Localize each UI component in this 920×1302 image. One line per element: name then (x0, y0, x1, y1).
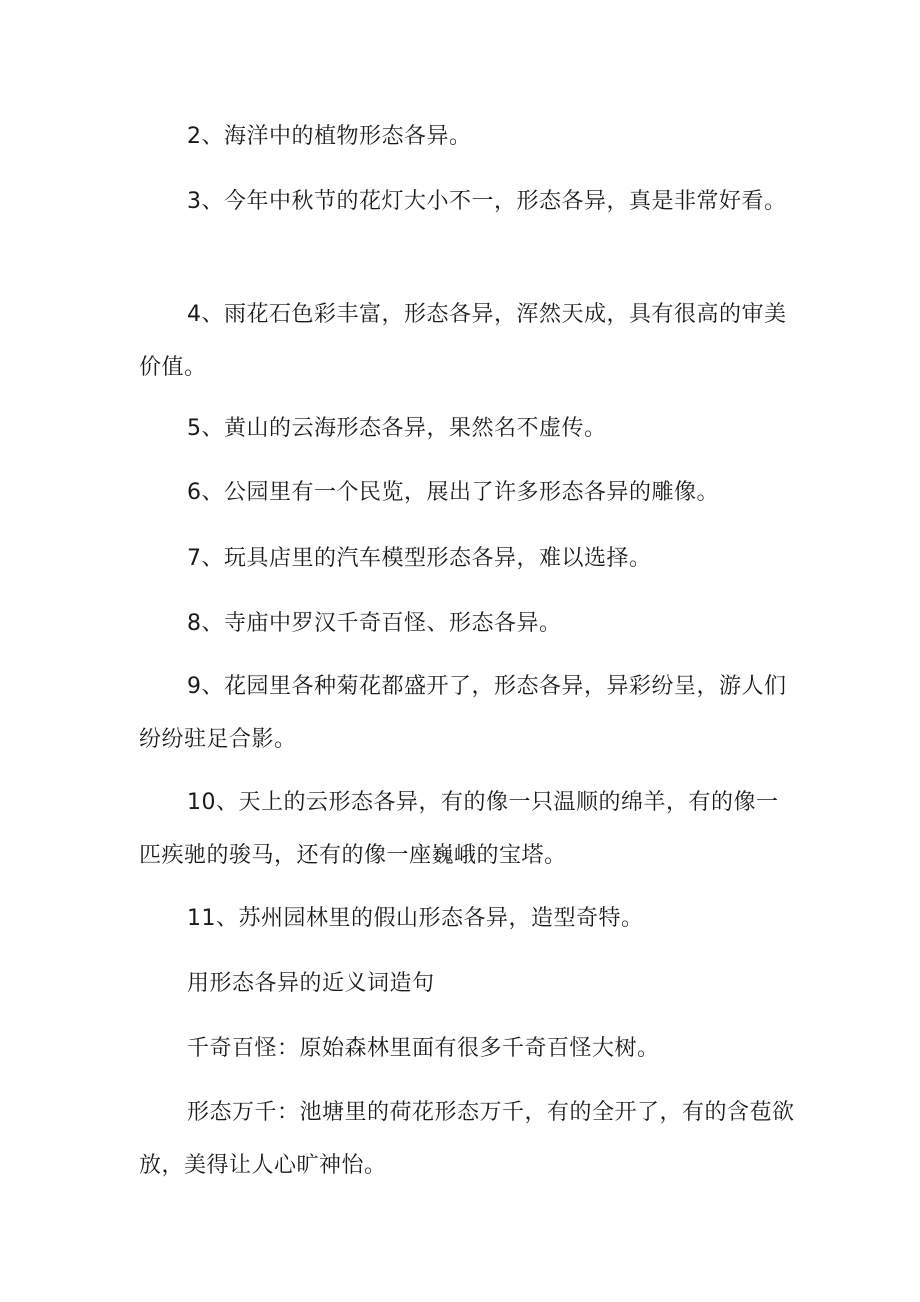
section-heading: 用形态各异的近义词造句 (187, 971, 435, 996)
synonym-sentence-2: 形态万千：池塘里的荷花形态万千，有的全开了，有的含苞欲放，美得让人心旷神怡。 (139, 1100, 795, 1178)
sentence-10: 10、天上的云形态各异，有的像一只温顺的绵羊，有的像一匹疾驰的骏马，还有的像一座巍峨的宝塔。 (139, 790, 779, 868)
sentence-8: 8、寺庙中罗汉千奇百怪、形态各异。 (187, 611, 562, 636)
sentence-6: 6、公园里有一个民览，展出了许多形态各异的雕像。 (187, 480, 719, 505)
synonym-sentence-1: 千奇百怪：原始森林里面有很多千奇百怪大树。 (187, 1036, 660, 1061)
sentence-7: 7、玩具店里的汽车模型形态各异，难以选择。 (187, 546, 652, 571)
sentence-4: 4、雨花石色彩丰富，形态各异，浑然天成，具有很高的审美价值。 (139, 302, 787, 380)
sentence-5: 5、黄山的云海形态各异，果然名不虚传。 (187, 416, 607, 441)
sentence-3: 3、今年中秋节的花灯大小不一，形态各异，真是非常好看。 (187, 189, 787, 214)
sentence-11: 11、苏州园林里的假山形态各异，造型奇特。 (187, 906, 644, 931)
sentence-9: 9、花园里各种菊花都盛开了，形态各异，异彩纷呈，游人们纷纷驻足合影。 (139, 674, 787, 752)
sentence-2: 2、海洋中的植物形态各异。 (187, 124, 472, 149)
